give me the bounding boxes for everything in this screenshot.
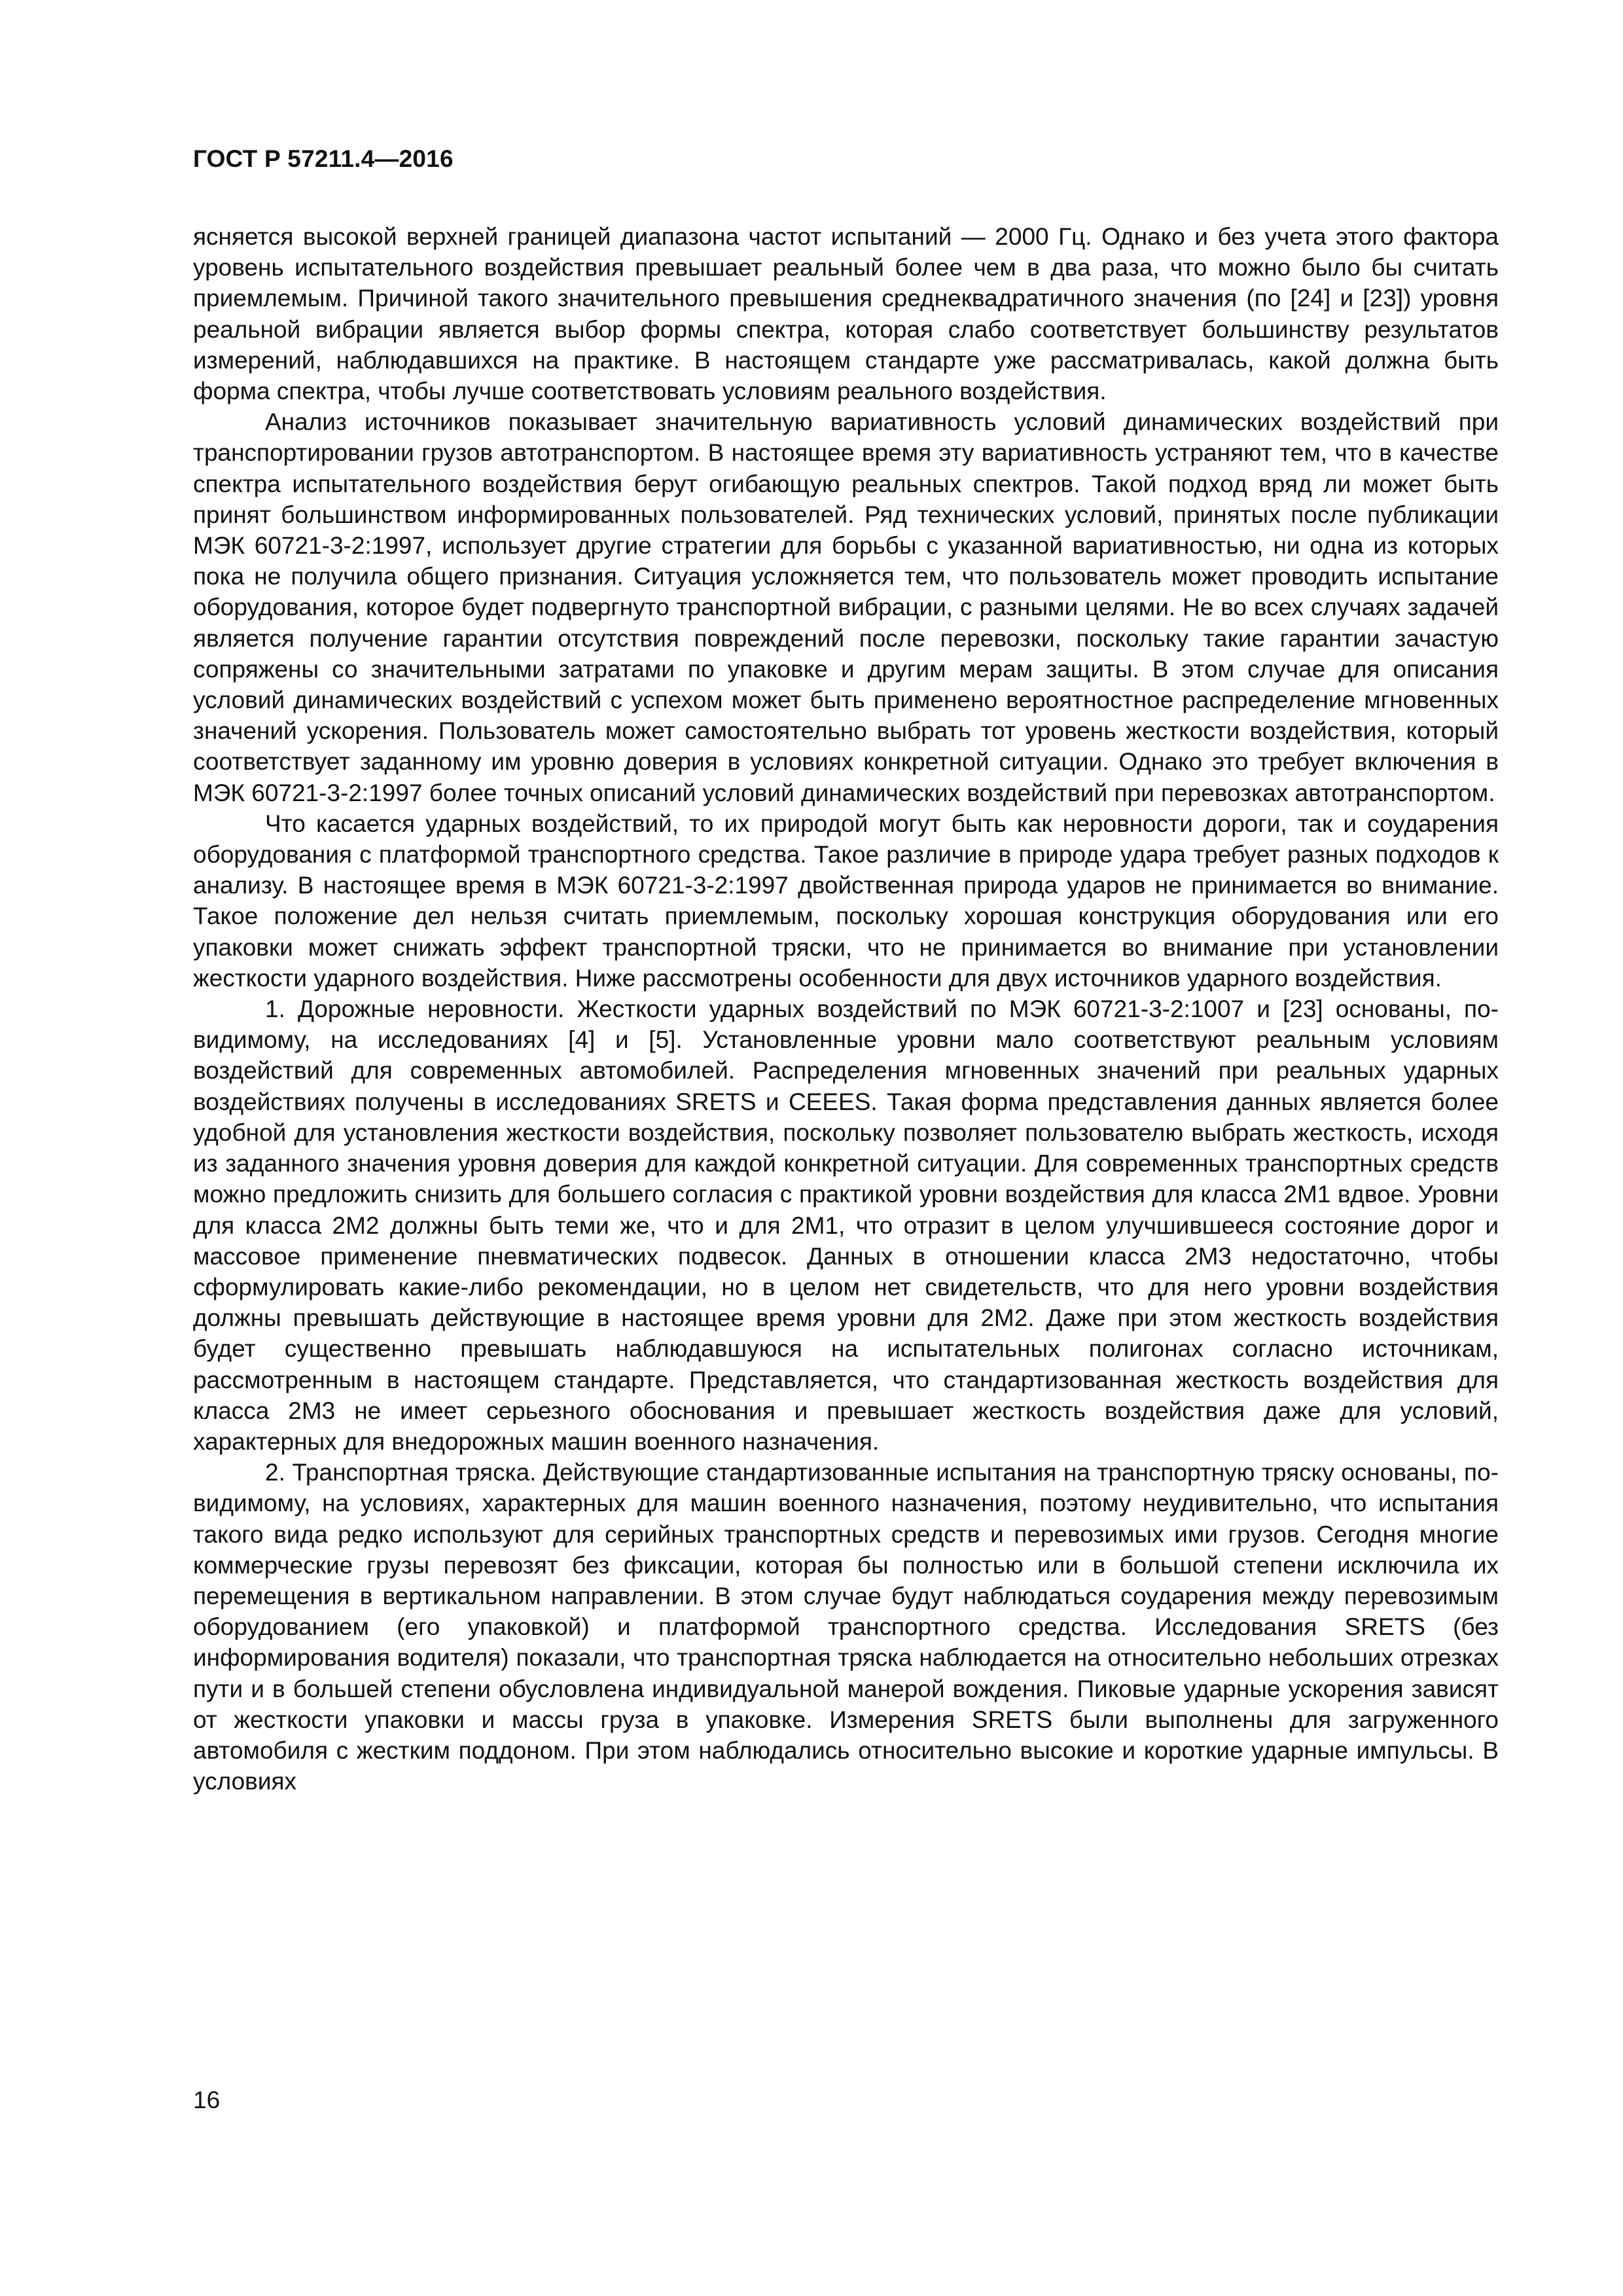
body-text (193, 221, 1499, 1797)
document-header-id: ГОСТ Р 57211.4—2016 (193, 145, 454, 172)
paragraph: Что касается ударных воздействий, то их природой могут быть как неровности дороги, так и соударения оборудования с платформой транспортного средства. Такое различие в природе удара требует разных подходов к анализу. В настоящее время в МЭК 60721-3-2:1997 двойственная природа ударов не принимается во внимание. Такое положение дел нельзя считать приемлемым, поскольку хорошая конструкция оборудования или его упаковки может снижать эффект транспортной тряски, что не принимается во внимание при установлении жесткости ударного воздействия. Ниже рассмотрены особенности для двух источников ударного воздействия. (193, 810, 1499, 992)
paragraph: Анализ источников показывает значительную вариативность условий динамических воздействий при транспортировании грузов автотранспортом. В настоящее время эту вариативность устраняют тем, что в качестве спектра испытательного воздействия берут огибающую реальных спектров. Такой подход вряд ли может быть принят большинством информированных пользователей. Ряд технических условий, принятых после публикации МЭК 60721-3-2:1997, использует другие стратегии для борьбы с указанной вариативностью, ни одна из которых пока не получила общего признания. Ситуация усложняется тем, что пользователь может проводить испытание оборудования, которое будет подвергнуто транспортной вибрации, с разными целями. Не во всех случаях задачей является получение гарантии отсутствия повреждений после перевозки, поскольку такие гарантии зачастую сопряжены со значительными затратами по упаковке и другим мерам защиты. В этом случае для описания условий динамических воздействий с успехом может быть применено вероятностное распределение мгновенных значений ускорения. Пользователь может самостоятельно выбрать тот уровень жесткости воздействия, который соответствует заданному им уровню доверия в условиях конкретной ситуации. Однако это требует включения в МЭК 60721-3-2:1997 более точных описаний условий динамических воздействий при перевозках автотранспортом. (193, 408, 1499, 806)
list-item-transport-shaking: 2. Транспортная тряска. Действующие стандартизованные испытания на транспортную тряску основаны, по-видимому, на условиях, характерных для машин военного назначения, поэтому неудивительно, что испытания такого вида редко используют для серийных транспортных средств и перевозимых ими грузов. Сегодня многие коммерческие грузы перевозят без фиксации, которая бы полностью или в большой степени исключила их перемещения в вертикальном направлении. В этом случае будут наблюдаться соударения между перевозимым оборудованием (его упаковкой) и платформой транспортного средства. Исследования SRETS (без информирования водителя) показали, что транспортная тряска наблюдается на относительно небольших отрезках пути и в большей степени обусловлена индивидуальной манерой вождения. Пиковые ударные ускорения зависят от жесткости упаковки и массы груза в упаковке. Измерения SRETS были выполнены для загруженного автомобиля с жестким поддоном. При этом наблюдались относительно высокие и короткие ударные импульсы. В условиях (193, 1459, 1499, 1795)
list-item-road-roughness: 1. Дорожные неровности. Жесткости ударных воздействий по МЭК 60721-3-2:1007 и [23] основаны, по-видимому, на исследованиях [4] и [5]. Установленные уровни мало соответствуют реальным условиям воздействий для современных автомобилей. Распределения мгновенных значений при реальных ударных воздействиях получены в исследованиях SRETS и CEEES. Такая форма представления данных является более удобной для установления жесткости воздействия, поскольку позволяет пользователю выбрать жесткость, исходя из заданного значения уровня доверия для каждой конкретной ситуации. Для современных транспортных средств можно предложить снизить для большего согласия с практикой уровни воздействия для класса 2М1 вдвое. Уровни для класса 2М2 должны быть теми же, что и для 2М1, что отразит в целом улучшившееся состояние дорог и массовое применение пневматических подвесок. Данных в отношении класса 2М3 недостаточно, чтобы сформулировать какие-либо рекомендации, но в целом нет свидетельств, что для него уровни воздействия должны превышать действующие в настоящее время уровни для 2М2. Даже при этом жесткость воздействия будет существенно превышать наблюдавшуюся на испытательных полигонах согласно источникам, рассмотренным в настоящем стандарте. Представляется, что стандартизованная жесткость воздействия для класса 2М3 не имеет серьезного обоснования и превышает жесткость воздействия даже для условий, характерных для внедорожных машин военного назначения. (193, 996, 1499, 1455)
page-number: 16 (193, 2087, 221, 2113)
paragraph: ясняется высокой верхней границей диапазона частот испытаний — 2000 Гц. Однако и без учета этого фактора уровень испытательного воздействия превышает реальный более чем в два раза, что можно было бы считать приемлемым. Причиной такого значительного превышения среднеквадратичного значения (по [24] и [23]) уровня реальной вибрации является выбор формы спектра, которая слабо соответствует большинству результатов измерений, наблюдавшихся на практике. В настоящем стандарте уже рассматривалась, какой должна быть форма спектра, чтобы лучше соответствовать условиям реального воздействия. (193, 223, 1499, 405)
